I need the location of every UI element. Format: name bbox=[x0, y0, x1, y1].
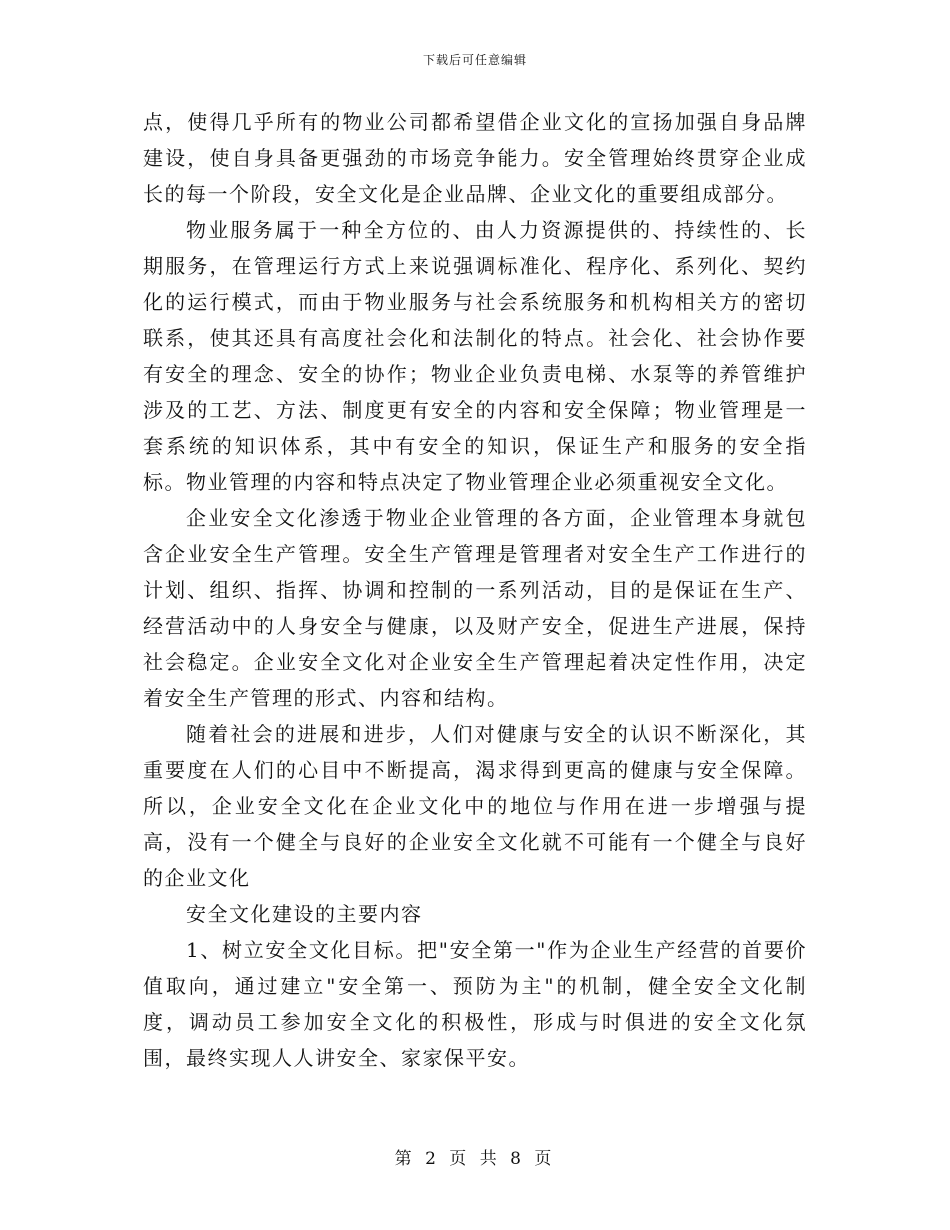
paragraph-3: 企业安全文化渗透于物业企业管理的各方面，企业管理本身就包含企业安全生产管理。安全生产管理是管理者对安全生产工作进行的计划、组织、指挥、协调和控制的一系列活动，目的是保证在生产、经营活动中的人身安全与健康，以及财产安全，促进生产进展，保持社会稳定。企业安全文化对企业安全生产管理起着决定性作用，决定着安全生产管理的形式、内容和结构。 bbox=[143, 506, 807, 710]
page-number-footer: 第 2 页 共 8 页 bbox=[394, 1149, 556, 1169]
document-body bbox=[143, 104, 807, 1076]
paragraph-4: 随着社会的进展和进步，人们对健康与安全的认识不断深化，其重要度在人们的心目中不断提高，渴求得到更高的健康与安全保障。所以，企业安全文化在企业文化中的地位与作用在进一步增强与提高，没有一个健全与良好的企业安全文化就不可能有一个健全与良好的企业文化 bbox=[143, 722, 807, 890]
paragraph-1: 点，使得几乎所有的物业公司都希望借企业文化的宣扬加强自身品牌建设，使自身具备更强劲的市场竞争能力。安全管理始终贯穿企业成长的每一个阶段，安全文化是企业品牌、企业文化的重要组成部分。 bbox=[143, 110, 807, 206]
paragraph-2: 物业服务属于一种全方位的、由人力资源提供的、持续性的、长期服务，在管理运行方式上来说强调标准化、程序化、系列化、契约化的运行模式，而由于物业服务与社会系统服务和机构相关方的密切联系，使其还具有高度社会化和法制化的特点。社会化、社会协作要有安全的理念、安全的协作；物业企业负责电梯、水泵等的养管维护涉及的工艺、方法、制度更有安全的内容和安全保障；物业管理是一套系统的知识体系，其中有安全的知识，保证生产和服务的安全指标。物业管理的内容和特点决定了物业管理企业必须重视安全文化。 bbox=[143, 218, 807, 494]
section-heading: 安全文化建设的主要内容 bbox=[186, 902, 423, 926]
page-header: 下载后可任意编辑 bbox=[422, 53, 527, 67]
paragraph-5: 1、树立安全文化目标。把"安全第一"作为企业生产经营的首要价值取向，通过建立"安全第一、预防为主"的机制，健全安全文化制度，调动员工参加安全文化的积极性，形成与时俱进的安全文化氛围，最终实现人人讲安全、家家保平安。 bbox=[143, 938, 807, 1070]
